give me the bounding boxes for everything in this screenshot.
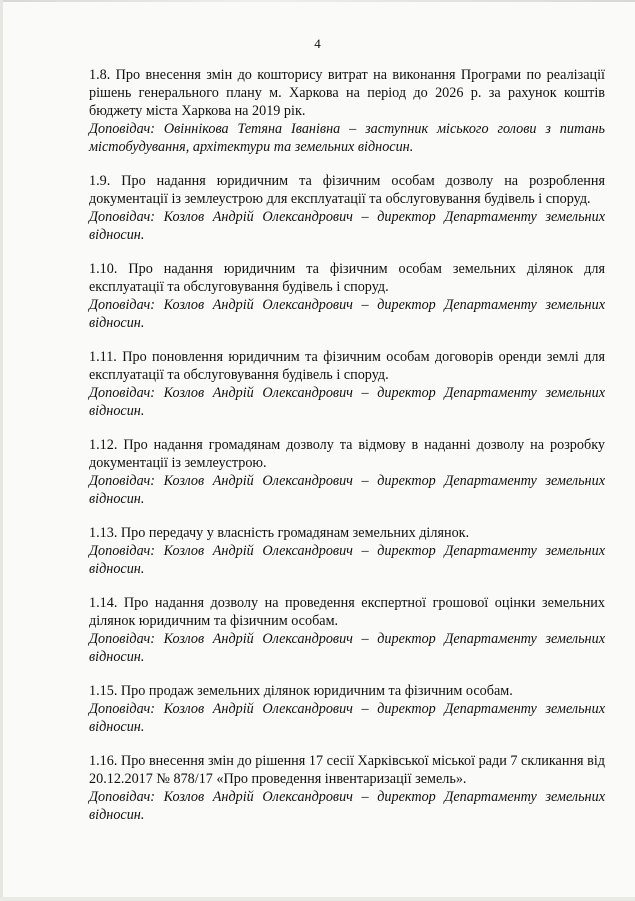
agenda-item-title: 1.13. Про передачу у власність громадянам земельних ділянок. — [89, 525, 470, 541]
scan-edge-top — [0, 0, 635, 2]
agenda-item-speaker: Доповідач: Козлов Андрій Олександрович – директор Департаменту земельних відносин. — [89, 631, 605, 665]
agenda-item — [89, 66, 605, 156]
agenda-item — [89, 348, 605, 420]
agenda-item-speaker: Доповідач: Козлов Андрій Олександрович – директор Департаменту земельних відносин. — [89, 385, 605, 419]
page-number: 4 — [314, 36, 321, 51]
agenda-item — [89, 524, 605, 578]
agenda-item-speaker: Доповідач: Козлов Андрій Олександрович – директор Департаменту земельних відносин. — [89, 473, 605, 507]
agenda-item-speaker: Доповідач: Козлов Андрій Олександрович – директор Департаменту земельних відносин. — [89, 543, 605, 577]
agenda-item-title: 1.11. Про поновлення юридичним та фізичним особам договорів оренди землі для експлуатації та обслуговування будівель і споруд. — [89, 349, 605, 383]
agenda-item — [89, 594, 605, 666]
agenda-item — [89, 752, 605, 824]
scan-edge-left — [0, 0, 3, 901]
agenda-item-title: 1.15. Про продаж земельних ділянок юридичним та фізичним особам. — [89, 683, 513, 699]
agenda-item-speaker: Доповідач: Козлов Андрій Олександрович – директор Департаменту земельних відносин. — [89, 789, 605, 823]
agenda-item — [89, 436, 605, 508]
agenda-item-title: 1.14. Про надання дозволу на проведення експертної грошової оцінки земельних ділянок юридичним та фізичним особам. — [89, 595, 605, 629]
agenda-item-speaker: Доповідач: Козлов Андрій Олександрович – директор Департаменту земельних відносин. — [89, 701, 605, 735]
agenda-item-title: 1.8. Про внесення змін до кошторису витрат на виконання Програми по реалізації рішень генерального плану м. Харкова на період до 2026 р. за рахунок коштів бюджету міста Харкова на 2019 рік. — [89, 67, 605, 119]
agenda-list — [89, 66, 605, 840]
agenda-item-title: 1.16. Про внесення змін до рішення 17 сесії Харківської міської ради 7 скликання від 20.12.2017 № 878/17 «Про проведення інвентаризації земель». — [89, 753, 605, 787]
agenda-item-speaker: Доповідач: Козлов Андрій Олександрович – директор Департаменту земельних відносин. — [89, 209, 605, 243]
scan-edge-bottom — [0, 897, 635, 901]
agenda-item-speaker: Доповідач: Овіннікова Тетяна Іванівна – заступник міського голови з питань містобудування, архітектури та земельних відносин. — [89, 121, 605, 155]
agenda-item-title: 1.10. Про надання юридичним та фізичним особам земельних ділянок для експлуатації та обслуговування будівель і споруд. — [89, 261, 605, 295]
agenda-item — [89, 682, 605, 736]
agenda-item-title: 1.9. Про надання юридичним та фізичним особам дозволу на розроблення документації із землеустрою для експлуатації та обслуговування будівель і споруд. — [89, 173, 605, 207]
agenda-item-title: 1.12. Про надання громадянам дозволу та відмову в наданні дозволу на розробку документації із землеустрою. — [89, 437, 605, 471]
agenda-item — [89, 260, 605, 332]
agenda-item — [89, 172, 605, 244]
agenda-item-speaker: Доповідач: Козлов Андрій Олександрович – директор Департаменту земельних відносин. — [89, 297, 605, 331]
